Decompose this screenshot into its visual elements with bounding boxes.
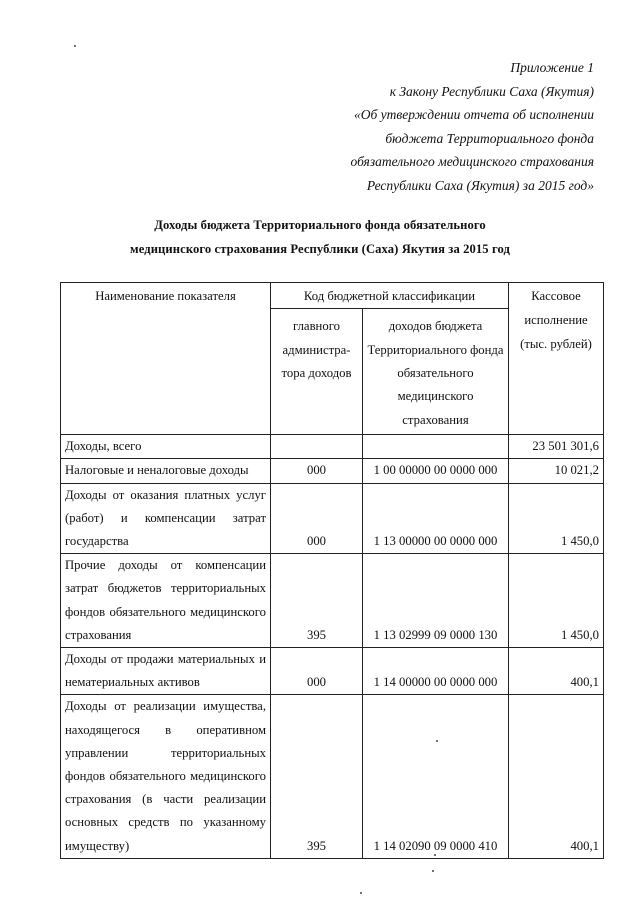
row-income-code: 1 14 02090 09 0000 410 (363, 695, 509, 858)
scan-speck (432, 870, 434, 872)
row-income-code: 1 14 00000 00 0000 000 (363, 648, 509, 695)
appendix-line: «Об утверждении отчета об исполнении (354, 107, 594, 123)
header-admin: главного администра-тора доходов (271, 309, 363, 435)
row-income-code: 1 13 02999 09 0000 130 (363, 554, 509, 648)
title-line-1: Доходы бюджета Территориального фонда обязательного (154, 218, 486, 232)
scan-speck (74, 45, 76, 47)
appendix-line: Приложение 1 (510, 60, 594, 75)
row-name: Доходы от оказания платных услуг (работ) и компенсации затрат государства (61, 483, 271, 554)
row-value: 23 501 301,6 (509, 435, 604, 459)
row-admin-code: 000 (271, 648, 363, 695)
row-admin-code: 000 (271, 459, 363, 483)
row-admin-code: 395 (271, 554, 363, 648)
appendix-line: Республики Саха (Якутия) за 2015 год» (366, 177, 594, 193)
row-name: Доходы от реализации имущества, находящегося в оперативном управлении территориальных фондов обязательного медицинского страхования (в части реализации основных средств по указанному имуществу) (61, 695, 271, 858)
appendix-block (351, 56, 594, 198)
row-name: Налоговые и неналоговые доходы (61, 459, 271, 483)
row-admin-code (271, 435, 363, 459)
income-table (60, 282, 604, 859)
scan-speck (360, 892, 362, 894)
appendix-line: бюджета Территориального фонда (385, 130, 594, 146)
document-title (0, 214, 640, 261)
appendix-line: обязательного медицинского страхования (350, 154, 594, 170)
row-value: 10 021,2 (509, 459, 604, 483)
row-name: Доходы от продажи материальных и нематериальных активов (61, 648, 271, 695)
row-income-code: 1 00 00000 00 0000 000 (363, 459, 509, 483)
table-row (61, 435, 604, 459)
title-line-2: медицинского страхования Республики (Саха) Якутия за 2015 год (130, 241, 510, 256)
table-row (61, 459, 604, 483)
appendix-line: к Закону Республики Саха (Якутия) (389, 83, 594, 99)
table-row (61, 554, 604, 648)
header-name: Наименование показателя (61, 283, 271, 435)
header-code-group: Код бюджетной классификации (271, 283, 509, 309)
row-admin-code: 395 (271, 695, 363, 858)
header-row (61, 283, 604, 309)
row-value: 400,1 (509, 648, 604, 695)
scan-speck (436, 740, 438, 742)
row-name: Доходы, всего (61, 435, 271, 459)
row-value: 1 450,0 (509, 554, 604, 648)
row-name: Прочие доходы от компенсации затрат бюджетов территориальных фондов обязательного медицинского страхования (61, 554, 271, 648)
header-income-code: доходов бюджета Территориального фонда обязательного медицинского страхования (363, 309, 509, 435)
row-value: 1 450,0 (509, 483, 604, 554)
table-row (61, 648, 604, 695)
row-income-code (363, 435, 509, 459)
scan-speck (434, 854, 436, 856)
row-income-code: 1 13 00000 00 0000 000 (363, 483, 509, 554)
row-value: 400,1 (509, 695, 604, 858)
table-row (61, 695, 604, 858)
header-value: Кассовое исполнение (тыс. рублей) (509, 283, 604, 435)
table-row (61, 483, 604, 554)
row-admin-code: 000 (271, 483, 363, 554)
